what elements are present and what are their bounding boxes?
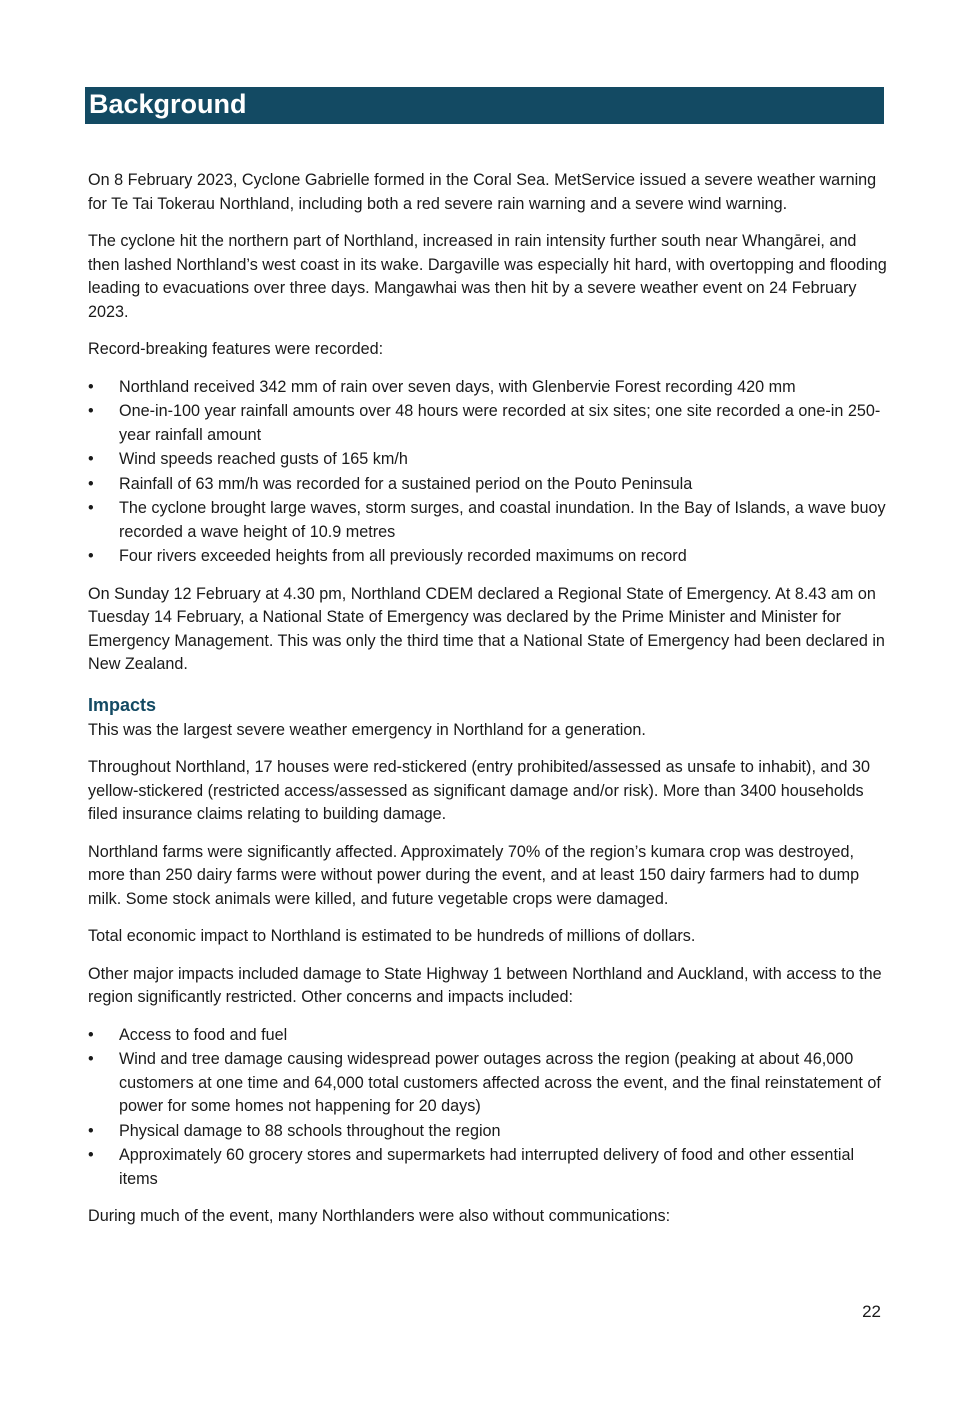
list-item-text: Northland received 342 mm of rain over seven days, with Glenbervie Forest recording 420 mm — [119, 377, 796, 396]
list-item-text: The cyclone brought large waves, storm surges, and coastal inundation. In the Bay of Islands, a wave buoy recorded a wave height of 10.9 metres — [119, 499, 886, 541]
list-item-text: Wind speeds reached gusts of 165 km/h — [119, 450, 408, 468]
page-number: 22 — [862, 1302, 881, 1321]
list-item — [88, 497, 888, 544]
list-item — [88, 1144, 888, 1191]
bullet-glyph: • — [88, 1121, 94, 1140]
paragraph-record-intro: Record-breaking features were recorded: — [88, 340, 384, 358]
list-item — [88, 1048, 888, 1119]
paragraph-cyclone-path: The cyclone hit the northern part of Northland, increased in rain intensity further south near Whangārei, and then lashed Northland’s west coast in its wake. Dargaville was especially hit hard, with overtopping and flooding leading to evacuations over three days. Mangawhai was then hit by a severe weather event on 24 February 2023. — [88, 232, 887, 321]
list-item-text: Four rivers exceeded heights from all previously recorded maximums on record — [119, 547, 687, 565]
bullet-glyph: • — [88, 499, 94, 517]
paragraph-economic-impact: Total economic impact to Northland is estimated to be hundreds of millions of dollars. — [88, 927, 696, 945]
record-features-list — [88, 376, 888, 569]
bullet-glyph: • — [88, 474, 94, 493]
bullet-glyph: • — [88, 1025, 94, 1044]
list-item-text: Rainfall of 63 mm/h was recorded for a sustained period on the Pouto Peninsula — [119, 474, 693, 493]
bullet-glyph: • — [88, 1050, 94, 1068]
list-item — [88, 376, 888, 400]
paragraph-farms-affected: Northland farms were significantly affected. Approximately 70% of the region’s kumara crop was destroyed, more than 250 dairy farms were without power during the event, and at least 150 dairy farmers had to dump milk. Some stock animals were killed, and future vegetable crops were damaged. — [88, 842, 860, 908]
paragraph-largest-emergency: This was the largest severe weather emergency in Northland for a generation. — [88, 720, 646, 739]
paragraph-other-impacts: Other major impacts included damage to State Highway 1 between Northland and Auckland, with access to the region significantly restricted. Other concerns and impacts included: — [88, 964, 882, 1006]
list-item — [88, 1120, 888, 1144]
bullet-glyph: • — [88, 547, 94, 565]
bullet-glyph: • — [88, 402, 94, 420]
paragraph-communications: During much of the event, many Northlanders were also without communications: — [88, 1207, 671, 1225]
bullet-glyph: • — [88, 377, 94, 396]
paragraph-state-of-emergency: On Sunday 12 February at 4.30 pm, Northland CDEM declared a Regional State of Emergency. At 8.43 am on Tuesday 14 February, a National State of Emergency was declared by the Prime Minister and Minister for Emergency Management. This was only the third time that a National State of Emergency had been declared in New Zealand. — [88, 584, 885, 673]
section-title: Background — [89, 89, 247, 119]
list-item — [88, 473, 888, 497]
list-item-text: One-in-100 year rainfall amounts over 48 hours were recorded at six sites; one site recorded a one-in 250-year rainfall amount — [119, 402, 881, 444]
impacts-heading: Impacts — [88, 694, 157, 715]
section-banner — [85, 87, 884, 124]
impacts-list — [88, 1024, 888, 1192]
bullet-glyph: • — [88, 1146, 94, 1164]
list-item-text: Wind and tree damage causing widespread power outages across the region (peaking at about 46,000 customers at one time and 64,000 total customers affected across the event, and the final reinstatement of power for some homes not happening for 20 days) — [119, 1050, 881, 1115]
list-item — [88, 400, 888, 447]
list-item — [88, 448, 888, 472]
list-item — [88, 545, 888, 569]
paragraph-cyclone-formed: On 8 February 2023, Cyclone Gabrielle formed in the Coral Sea. MetService issued a severe weather warning for Te Tai Tokerau Northland, including both a red severe rain warning and a severe wind warning. — [88, 171, 877, 213]
bullet-glyph: • — [88, 450, 94, 468]
list-item-text: Physical damage to 88 schools throughout the region — [119, 1121, 501, 1140]
list-item-text: Approximately 60 grocery stores and supermarkets had interrupted delivery of food and other essential items — [119, 1146, 855, 1188]
paragraph-houses-stickered: Throughout Northland, 17 houses were red-stickered (entry prohibited/assessed as unsafe to inhabit), and 30 yellow-stickered (restricted access/assessed as significant damage and/or risk). More than 3400 households filed insurance claims relating to building damage. — [88, 758, 870, 823]
body-text — [88, 169, 888, 1243]
list-item — [88, 1024, 888, 1048]
list-item-text: Access to food and fuel — [119, 1025, 288, 1044]
